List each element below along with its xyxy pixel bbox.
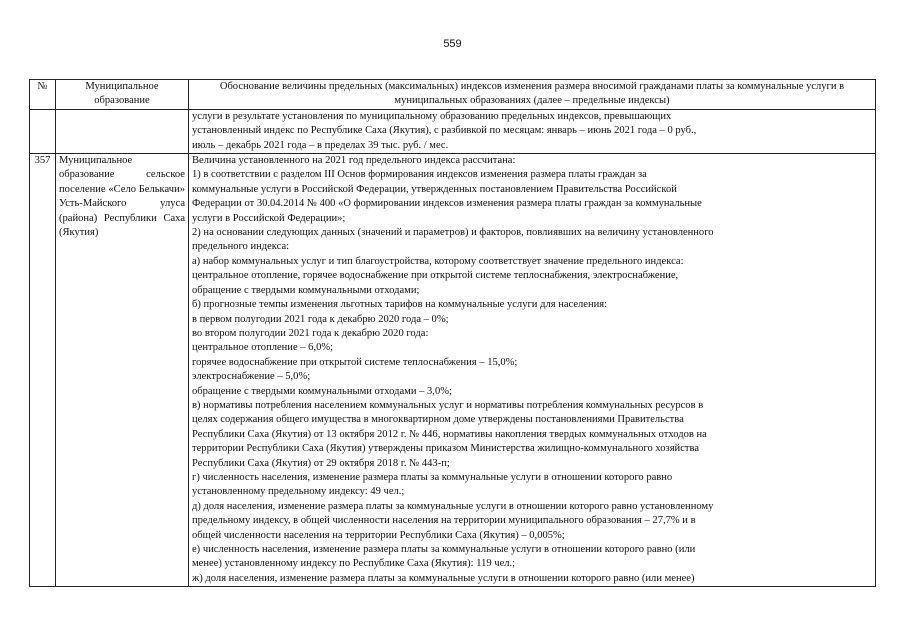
continuation-municipality-cell (56, 109, 189, 153)
municipality-name: Муниципальное образование сельское поселение «Село Белькачи» Усть-Майского улуса (района) Республики Саха (Якутия) (59, 155, 185, 239)
page-number: 559 (443, 38, 462, 50)
justification-line: центральное отопление – 6,0%; (192, 342, 334, 354)
continuation-line: установленный индекс по Республике Саха (Якутия), с разбивкой по месяцам: январь – июнь 2021 года – 0 руб., (192, 125, 697, 137)
justification-table (29, 79, 876, 587)
header-number: № (30, 80, 56, 110)
justification-line: д) доля населения, изменение размера платы за коммунальные услуги в отношении которого равно установленному (192, 500, 714, 512)
table-header-row (30, 80, 876, 110)
justification-line: Величина установленного на 2021 год предельного индекса рассчитана: (192, 155, 516, 167)
justification-line: 1) в соответствии с разделом III Основ формирования индексов изменения размера платы граждан за (192, 169, 647, 181)
continuation-line: услуги в результате установления по муниципальному образованию предельных индексов, превышающих (192, 110, 672, 122)
continuation-text-cell (189, 109, 876, 153)
justification-line: в первом полугодии 2021 года к декабрю 2020 года – 0%; (192, 313, 449, 325)
justification-line: предельного индекса: (192, 241, 290, 253)
justification-line: во втором полугодии 2021 года к декабрю 2020 года: (192, 327, 429, 339)
justification-line: Республики Саха (Якутия) от 13 октября 2012 г. № 446, нормативы накопления твердых коммунальных отходов на (192, 428, 707, 440)
justification-line: обращение с твердыми коммунальными отходами – 3,0%; (192, 385, 452, 397)
justification-line: целях содержания общего имущества в многоквартирном доме утверждены постановлениями Правительства (192, 414, 684, 426)
table-row-357 (30, 154, 876, 587)
justification-line: центральное отопление, горячее водоснабжение при открытой системе теплоснабжения, электроснабжение, (192, 270, 679, 282)
justification-line: установленному предельному индексу: 49 чел.; (192, 486, 405, 498)
header-municipality: Муниципальное образование (56, 80, 189, 110)
justification-line: горячее водоснабжение при открытой системе теплоснабжения – 15,0%; (192, 356, 518, 368)
continuation-line: июль – декабрь 2021 года – в пределах 39 тыс. руб. / мес. (192, 139, 449, 151)
justification-line: в) нормативы потребления населением коммунальных услуг и нормативы потребления коммунальных ресурсов в (192, 399, 704, 411)
justification-line: услуги в Российской Федерации»; (192, 212, 346, 224)
header-justification: Обоснование величины предельных (максимальных) индексов изменения размера вносимой гражданами платы за коммунальные услуги в муниципальных образованиях (далее – предельные индексы) (189, 80, 876, 110)
justification-line: общей численности населения на территории Республики Саха (Якутия) – 0,005%; (192, 529, 565, 541)
row-number: 357 (30, 154, 56, 587)
justification-line: электроснабжение – 5,0%; (192, 371, 311, 383)
continuation-row (30, 109, 876, 153)
justification-line: менее) установленному индексу по Республике Саха (Якутия): 119 чел.; (192, 558, 516, 570)
justification-line: обращение с твердыми коммунальными отходами; (192, 284, 420, 296)
justification-line: предельному индексу, в общей численности населения на территории муниципального образования – 27,7% и в (192, 515, 696, 527)
justification-line: Республики Саха (Якутия) от 29 октября 2018 г. № 443-п; (192, 457, 450, 469)
justification-line: е) численность населения, изменение размера платы за коммунальные услуги в отношении которого равно (или (192, 544, 696, 555)
row-justification (189, 154, 876, 587)
justification-line: а) набор коммунальных услуг и тип благоустройства, которому соответствует значение предельного индекса: (192, 255, 684, 267)
row-municipality (56, 154, 189, 587)
justification-line: ж) доля населения, изменение размера платы за коммунальные услуги в отношении которого равно (или менее) (192, 572, 695, 584)
justification-line: территории Республики Саха (Якутия) утверждены приказом Министерства жилищно-коммунального хозяйства (192, 443, 700, 455)
justification-line: коммунальные услуги в Российской Федерации, утвержденных постановлением Правительства Российской (192, 183, 677, 195)
justification-line: г) численность населения, изменение размера платы за коммунальные услуги в отношении которого равно (192, 471, 673, 483)
justification-line: 2) на основании следующих данных (значений и параметров) и факторов, повлиявших на величину установленного (192, 227, 714, 239)
continuation-number-cell (30, 109, 56, 153)
justification-line: Федерации от 30.04.2014 № 400 «О формировании индексов изменения размера платы граждан за коммунальные (192, 198, 702, 210)
justification-line: б) прогнозные темпы изменения льготных тарифов на коммунальные услуги для населения: (192, 299, 608, 311)
